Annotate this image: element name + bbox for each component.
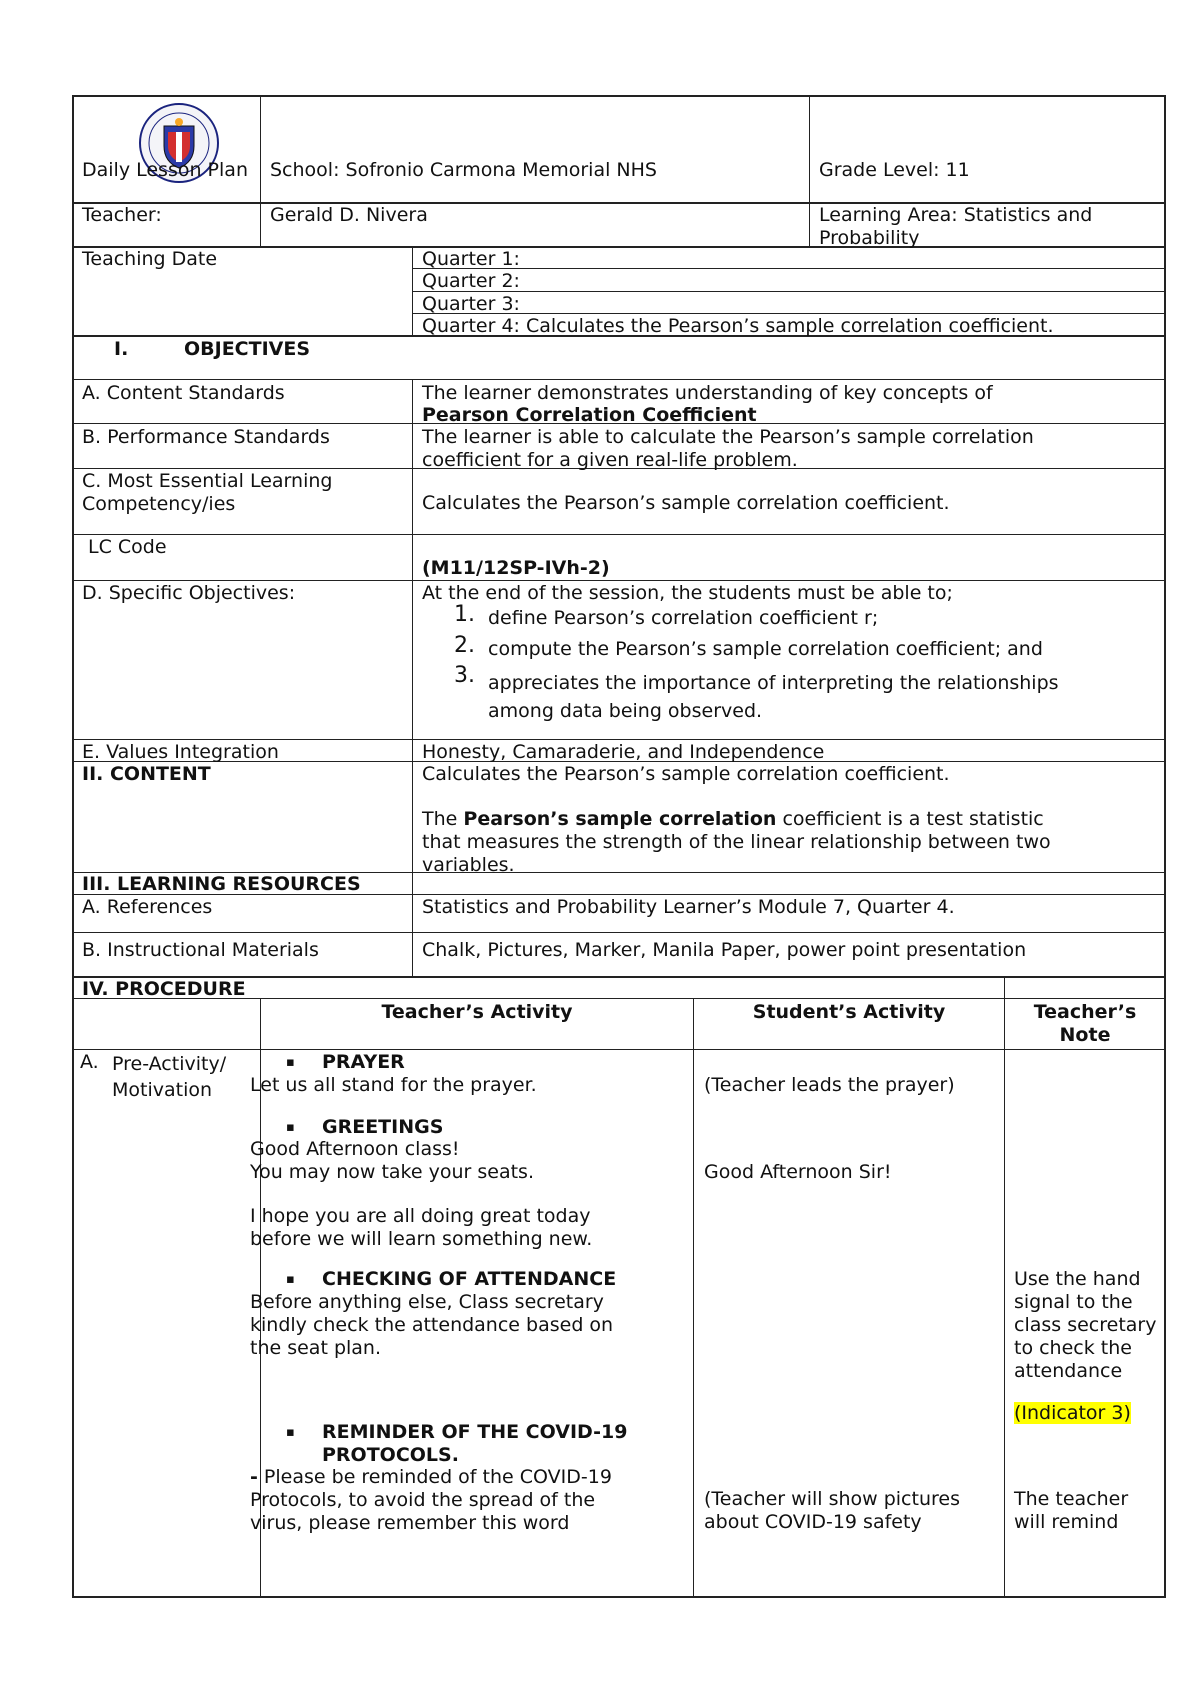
specific-item-1: define Pearson’s correlation coefficient r; <box>488 607 879 629</box>
performance-label: B. Performance Standards <box>82 426 330 448</box>
learning-area: Learning Area: Statistics and Probability <box>819 204 1099 249</box>
greetings-text: Good Afternoon class! You may now take your seats. <box>250 1138 534 1183</box>
values-label: E. Values Integration <box>82 741 279 763</box>
col-teacher-activity: Teacher’s Activity <box>381 1001 573 1023</box>
teacher-label: Teacher: <box>82 204 162 226</box>
attendance-text: Before anything else, Class secretary kindly check the attendance based on the seat plan. <box>250 1291 620 1359</box>
lc-code: (M11/12SP-IVh-2) <box>422 557 610 579</box>
melc-label: C. Most Essential Learning Competency/ies <box>82 470 339 515</box>
col-teacher-note: Teacher’s Note <box>1033 1001 1143 1046</box>
greetings-student: Good Afternoon Sir! <box>704 1161 892 1183</box>
quarter-3: Quarter 3: <box>422 293 520 315</box>
teacher-name: Gerald D. Nivera <box>270 204 428 226</box>
materials-text: Chalk, Pictures, Marker, Manila Paper, power point presentation <box>422 939 1027 961</box>
prayer-student: (Teacher leads the prayer) <box>704 1074 955 1096</box>
prayer-heading: PRAYER <box>322 1051 405 1073</box>
specific-intro: At the end of the session, the students must be able to; <box>422 582 953 604</box>
covid-student: (Teacher will show pictures about COVID-19 safety <box>704 1488 967 1533</box>
references-label: A. References <box>82 896 213 918</box>
materials-label: B. Instructional Materials <box>82 939 319 961</box>
indicator-highlight: (Indicator 3) <box>1014 1402 1131 1424</box>
bullet-icon: ▪ <box>286 1120 295 1135</box>
content-heading: II. CONTENT <box>82 763 211 785</box>
specific-item-3: appreciates the importance of interpreting the relationships among data being observed. <box>488 672 1065 722</box>
specific-num-1: 1. <box>454 602 475 627</box>
attendance-heading: CHECKING OF ATTENDANCE <box>322 1268 617 1290</box>
stage-letter: A. <box>80 1051 99 1073</box>
school-name: School: Sofronio Carmona Memorial NHS <box>270 159 657 181</box>
attendance-note: Use the hand signal to the class secretary to check the attendance <box>1014 1268 1163 1382</box>
specific-num-2: 2. <box>454 633 475 658</box>
specific-label: D. Specific Objectives: <box>82 582 296 604</box>
content-line1: Calculates the Pearson’s sample correlation coefficient. <box>422 763 950 785</box>
objectives-heading: OBJECTIVES <box>184 338 311 360</box>
bullet-icon: ▪ <box>286 1272 295 1287</box>
stage-label: Pre-Activity/ Motivation <box>112 1053 233 1101</box>
covid-text: - Please be reminded of the COVID-19 Protocols, to avoid the spread of the virus, please remember this word <box>250 1466 618 1534</box>
specific-num-3: 3. <box>454 663 475 688</box>
content-standards-label: A. Content Standards <box>82 382 285 404</box>
quarter-2: Quarter 2: <box>422 270 520 292</box>
covid-note: The teacher will remind <box>1014 1488 1135 1533</box>
melc-text: Calculates the Pearson’s sample correlation coefficient. <box>422 492 950 514</box>
resources-heading: III. LEARNING RESOURCES <box>82 873 361 895</box>
specific-item-2: compute the Pearson’s sample correlation coefficient; and <box>488 638 1043 660</box>
bullet-icon: ▪ <box>286 1055 295 1070</box>
performance-text: The learner is able to calculate the Pearson’s sample correlation coefficient for a given real-life problem. <box>422 426 1040 471</box>
dlp-label: Daily Lesson Plan <box>82 159 248 181</box>
content-standards-text: The learner demonstrates understanding of key concepts of <box>422 382 993 404</box>
quarter-1: Quarter 1: <box>422 248 520 270</box>
content-standards-bold: Pearson Correlation Coefficient <box>422 404 757 426</box>
objectives-num: I. <box>114 338 129 360</box>
teaching-date-label: Teaching Date <box>82 248 218 270</box>
procedure-heading: IV. PROCEDURE <box>82 978 246 1000</box>
bullet-icon: ▪ <box>286 1425 295 1440</box>
grade-level: Grade Level: 11 <box>819 159 970 181</box>
prayer-body: Let us all stand for the prayer. <box>250 1074 537 1096</box>
col-student-activity: Student’s Activity <box>752 1001 946 1023</box>
attendance-indicator <box>1014 1402 1131 1425</box>
covid-heading: REMINDER OF THE COVID-19 PROTOCOLS. <box>322 1421 635 1466</box>
content-paragraph: The Pearson’s sample correlation coefficient is a test statistic that measures the strength of the linear relationship between two variables. <box>422 808 1057 876</box>
greetings-heading: GREETINGS <box>322 1116 444 1138</box>
values-text: Honesty, Camaraderie, and Independence <box>422 741 825 763</box>
greetings-text-2: I hope you are all doing great today before we will learn something new. <box>250 1205 597 1250</box>
quarter-4: Quarter 4: Calculates the Pearson’s sample correlation coefficient. <box>422 315 1054 337</box>
lc-label: LC Code <box>88 536 167 558</box>
references-text: Statistics and Probability Learner’s Module 7, Quarter 4. <box>422 896 955 918</box>
